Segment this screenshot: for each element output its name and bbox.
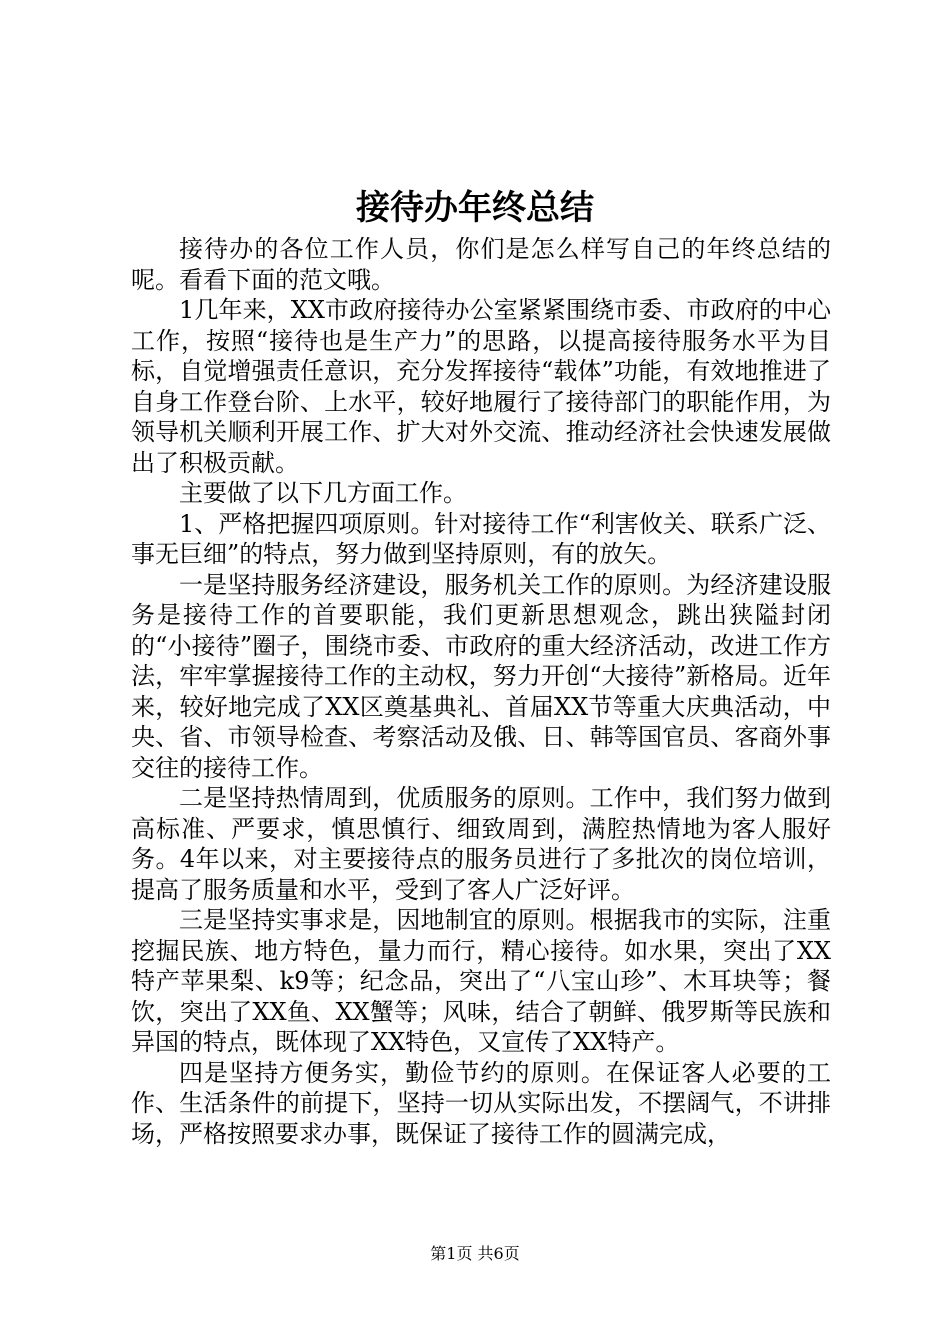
page-indicator: 第1页 共6页 xyxy=(430,1244,520,1263)
paragraph-principle-three: 三是坚持实事求是，因地制宜的原则。根据我市的实际，注重挖掘民族、地方特色，量力而行，精心接待。如水果，突出了XX特产苹果梨、k9等；纪念品，突出了“八宝山珍”、木耳块等；餐饮，突出了XX鱼、XX蟹等；风味，结合了朝鲜、俄罗斯等民族和异国的特点，既体现了XX特色，又宣传了XX特产。 xyxy=(131,906,831,1056)
paragraph-main-work: 主要做了以下几方面工作。 xyxy=(179,479,467,507)
document-title: 接待办年终总结 xyxy=(356,188,594,228)
paragraph-principle-four: 四是坚持方便务实，勤俭节约的原则。在保证客人必要的工作、生活条件的前提下，坚持一切从实际出发，不摆阔气，不讲排场，严格按照要求办事，既保证了接待工作的圆满完成， xyxy=(131,1058,831,1148)
paragraph-principle-one: 一是坚持服务经济建设，服务机关工作的原则。为经济建设服务是接待工作的首要职能，我们更新思想观念，跳出狭隘封闭的“小接待”圈子，围绕市委、市政府的重大经济活动，改进工作方法，牢牢掌握接待工作的主动权，努力开创“大接待”新格局。近年来，较好地完成了XX区奠基典礼、首届XX节等重大庆典活动，中央、省、市领导检查、考察活动及俄、日、韩等国官员、客商外事交往的接待工作。 xyxy=(131,570,831,782)
paragraph-overview: 1几年来，XX市政府接待办公室紧紧围绕市委、市政府的中心工作，按照“接待也是生产力”的思路，以提高接待服务水平为目标，自觉增强责任意识，充分发挥接待“载体”功能，有效地推进了自身工作登台阶、上水平，较好地履行了接待部门的职能作用，为领导机关顺利开展工作、扩大对外交流、推动经济社会快速发展做出了积极贡献。 xyxy=(131,296,831,477)
paragraph-principles: 1、严格把握四项原则。针对接待工作“利害攸关、联系广泛、事无巨细”的特点，努力做到坚持原则，有的放矢。 xyxy=(131,509,831,568)
paragraph-principle-two: 二是坚持热情周到，优质服务的原则。工作中，我们努力做到高标准、严要求，慎思慎行、细致周到，满腔热情地为客人服好务。4年以来，对主要接待点的服务员进行了多批次的岗位培训，提高了服务质量和水平，受到了客人广泛好评。 xyxy=(131,784,831,904)
document-body xyxy=(131,234,831,1149)
paragraph-intro: 接待办的各位工作人员，你们是怎么样写自己的年终总结的呢。看看下面的范文哦。 xyxy=(131,235,831,294)
